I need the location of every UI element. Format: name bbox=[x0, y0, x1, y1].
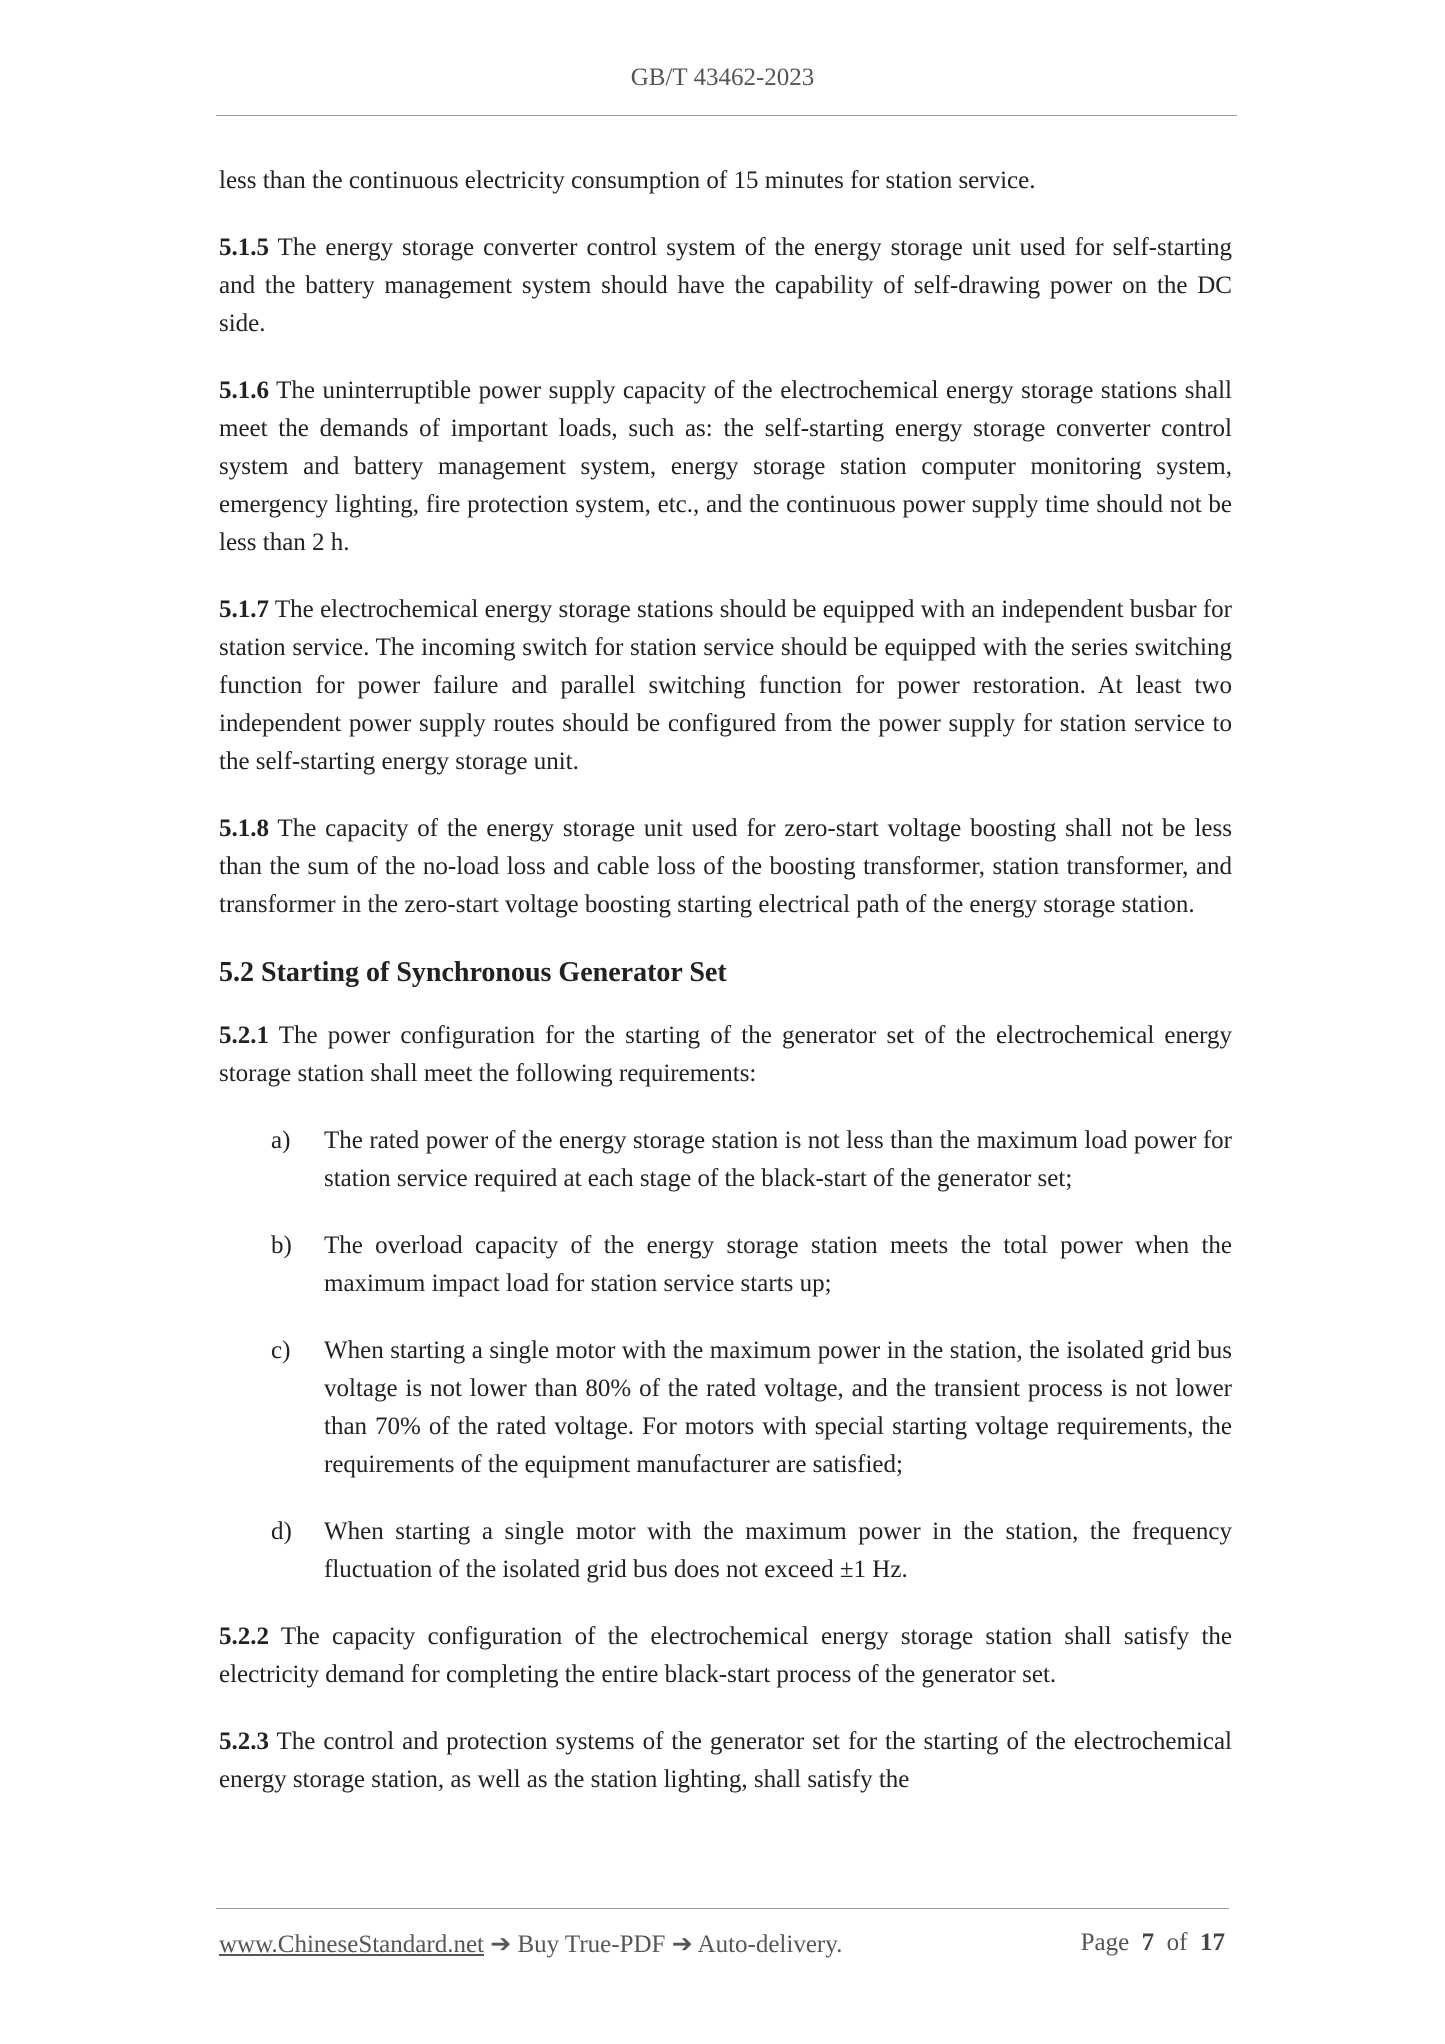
clause-text: The capacity of the energy storage unit used for zero-start voltage boosting shall not be less than the sum of the no-load loss and cable loss of the boosting transformer, station transformer, and transformer in the zero-start voltage boosting starting electrical path of the energy storage station. bbox=[219, 815, 1232, 918]
list-item bbox=[219, 1513, 1232, 1589]
arrow-right-icon: ➔ bbox=[671, 1931, 693, 1958]
clause-5-1-5 bbox=[219, 229, 1232, 343]
website-link[interactable]: www.ChineseStandard.net bbox=[219, 1931, 484, 1958]
clause-number: 5.2.3 bbox=[219, 1728, 269, 1755]
page-label: Page bbox=[1080, 1929, 1130, 1956]
clause-number: 5.2.1 bbox=[219, 1022, 269, 1049]
clause-number: 5.1.8 bbox=[219, 815, 269, 842]
list-marker: a) bbox=[271, 1127, 291, 1154]
clause-text: The energy storage converter control system of the energy storage unit used for self-starting and the battery management system should have the capability of self-drawing power on the DC side. bbox=[219, 234, 1233, 337]
clause-5-2-3 bbox=[219, 1723, 1232, 1799]
footer-divider bbox=[216, 1908, 1229, 1909]
delivery-text: Auto-delivery. bbox=[697, 1931, 843, 1958]
list-marker: b) bbox=[271, 1232, 292, 1259]
list-item bbox=[219, 1227, 1232, 1303]
list-item-text: The rated power of the energy storage station is not less than the maximum load power for station service required at each stage of the black-start of the generator set; bbox=[324, 1127, 1232, 1192]
page-total: 17 bbox=[1200, 1929, 1225, 1956]
clause-5-1-7 bbox=[219, 591, 1232, 781]
page-header-title: GB/T 43462-2023 bbox=[630, 64, 815, 91]
clause-number: 5.1.7 bbox=[219, 596, 269, 623]
header-divider bbox=[216, 115, 1237, 116]
clause-number: 5.1.6 bbox=[219, 377, 269, 404]
buy-text: Buy True-PDF bbox=[517, 1931, 666, 1958]
clause-number: 5.1.5 bbox=[219, 234, 269, 261]
clause-5-2-2 bbox=[219, 1618, 1232, 1694]
continued-paragraph: less than the continuous electricity consumption of 15 minutes for station service. bbox=[219, 167, 1036, 194]
clause-number: 5.2.2 bbox=[219, 1623, 269, 1650]
list-item bbox=[219, 1332, 1232, 1484]
clause-5-1-8 bbox=[219, 810, 1232, 924]
list-marker: c) bbox=[271, 1337, 291, 1364]
list-item-text: When starting a single motor with the maximum power in the station, the frequency fluctuation of the isolated grid bus does not exceed ±1 Hz. bbox=[324, 1518, 1232, 1583]
clause-text: The power configuration for the starting of the generator set of the electrochemical energy storage station shall meet the following requirements: bbox=[219, 1022, 1232, 1087]
clause-5-1-6 bbox=[219, 372, 1232, 562]
clause-text: The capacity configuration of the electrochemical energy storage station shall satisfy the electricity demand for completing the entire black-start process of the generator set. bbox=[219, 1623, 1232, 1688]
list-item-text: The overload capacity of the energy storage station meets the total power when the maximum impact load for station service starts up; bbox=[324, 1232, 1232, 1297]
clause-text: The control and protection systems of the generator set for the starting of the electrochemical energy storage station, as well as the station lighting, shall satisfy the bbox=[219, 1728, 1232, 1793]
clause-text: The uninterruptible power supply capacity of the electrochemical energy storage stations shall meet the demands of important loads, such as: the self-starting energy storage converter control system and battery management system, energy storage station computer monitoring system, emergency lighting, fire protection system, etc., and the continuous power supply time should not be less than 2 h. bbox=[219, 377, 1232, 556]
page-indicator bbox=[1081, 1929, 1225, 1957]
document-body bbox=[219, 162, 1232, 1828]
clause-5-2-1 bbox=[219, 1017, 1232, 1093]
list-item-text: When starting a single motor with the maximum power in the station, the isolated grid bus voltage is not lower than 80% of the rated voltage, and the transient process is not lower than 70% of the rated voltage. For motors with special starting voltage requirements, the requirements of the equipment manufacturer are satisfied; bbox=[324, 1337, 1232, 1478]
arrow-right-icon: ➔ bbox=[490, 1931, 512, 1958]
section-heading-5-2: 5.2 Starting of Synchronous Generator Set bbox=[219, 957, 727, 988]
page-current: 7 bbox=[1141, 1929, 1155, 1956]
footer-promo bbox=[219, 1929, 842, 1959]
clause-text: The electrochemical energy storage stations should be equipped with an independent busbar for station service. The incoming switch for station service should be equipped with the series switching function for power failure and parallel switching function for power restoration. At least two independent power supply routes should be configured from the power supply for station service to the self-starting energy storage unit. bbox=[219, 596, 1232, 775]
page-of: of bbox=[1166, 1929, 1188, 1956]
list-item bbox=[219, 1122, 1232, 1198]
list-marker: d) bbox=[271, 1518, 292, 1545]
